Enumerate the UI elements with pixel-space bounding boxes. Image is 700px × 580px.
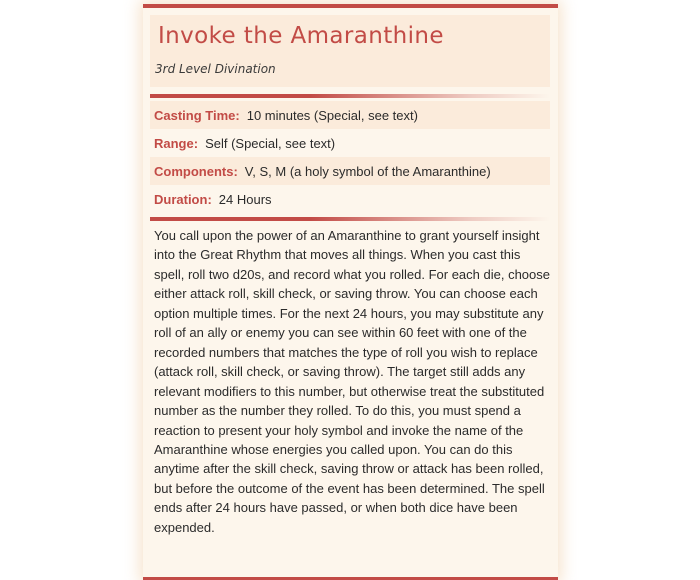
properties-divider — [150, 217, 550, 221]
spell-header — [150, 15, 550, 87]
header-divider — [150, 94, 550, 98]
duration-row — [150, 185, 550, 213]
spell-properties — [150, 101, 550, 213]
components-label: Components: — [154, 163, 238, 179]
casting-time-value: 10 minutes (Special, see text) — [246, 107, 418, 123]
casting-time-row — [150, 101, 550, 129]
range-row — [150, 129, 550, 157]
casting-time-label: Casting Time: — [154, 107, 240, 123]
spell-title: Invoke the Amaranthine — [158, 23, 444, 49]
duration-value: 24 Hours — [218, 191, 272, 207]
components-value: V, S, M (a holy symbol of the Amaranthine) — [244, 163, 491, 179]
spell-level-school: 3rd Level Divination — [155, 62, 276, 76]
spell-description: You call upon the power of an Amaranthine to grant yourself insight into the Great Rhythm that moves all things. When you cast this spell, roll two d20s, and record what you rolled. For each die, choose either attack roll, skill check, or saving throw. You can choose each option multiple times. For the next 24 hours, you may substitute any roll of an ally or enemy you can see within 60 feet with one of the recorded numbers that matches the type of roll you wish to replace (attack roll, skill check, or saving throw). The target still adds any relevant modifiers to this number, but otherwise treat the substituted number as the number they rolled. To do this, you must spend a reaction to present your holy symbol and invoke the name of the Amaranthine whose energies you called upon. You can do this anytime after the skill check, saving throw or attack has been rolled, but before the outcome of the event has been determined. The spell ends after 24 hours have passed, or when both dice have been expended. — [154, 228, 550, 535]
components-row — [150, 157, 550, 185]
range-label: Range: — [154, 135, 199, 151]
spell-card — [143, 4, 558, 580]
duration-label: Duration: — [154, 191, 212, 207]
range-value: Self (Special, see text) — [205, 135, 336, 151]
